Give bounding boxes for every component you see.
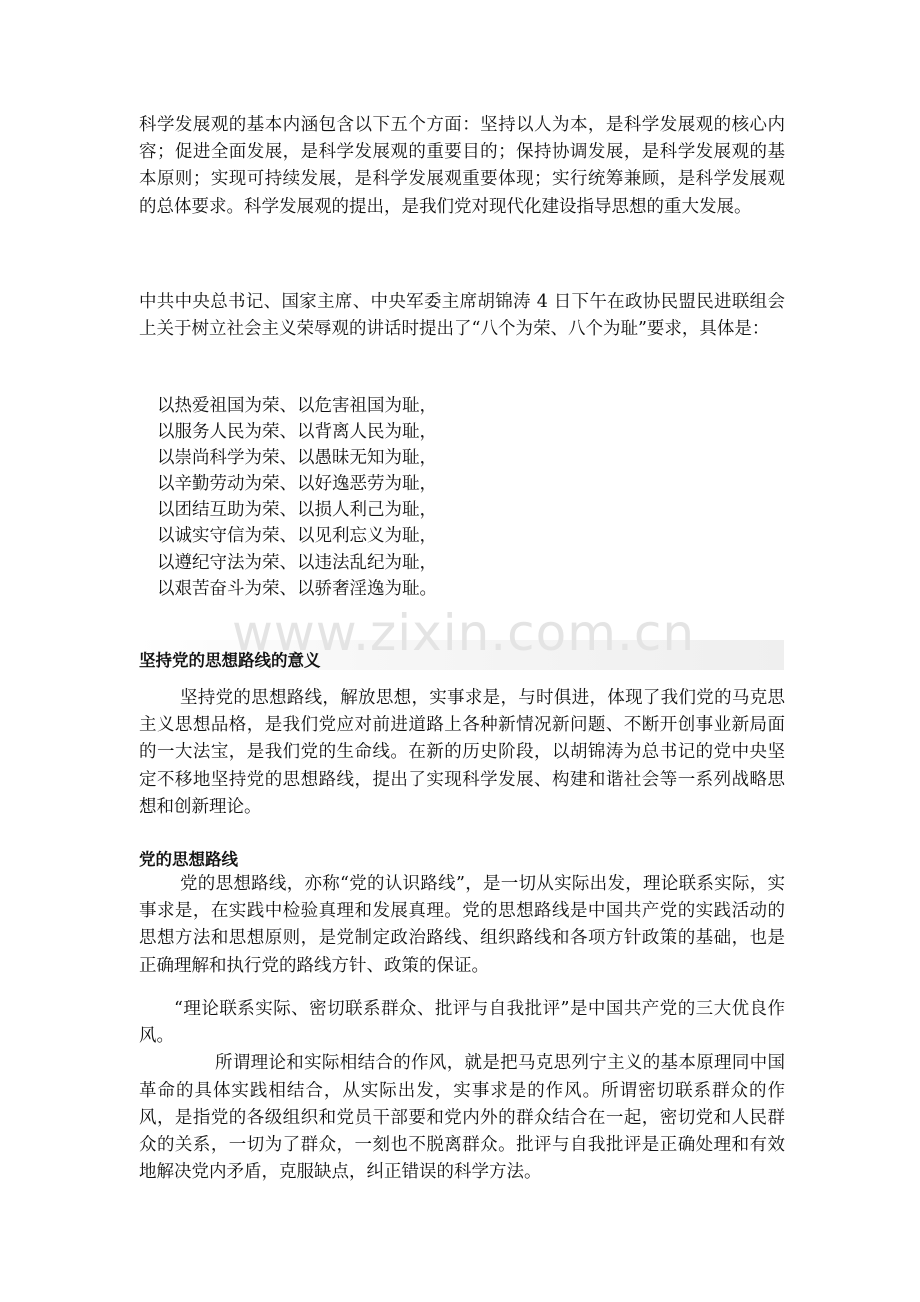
- honors-item: 以遵纪守法为荣、以违法乱纪为耻，: [157, 552, 437, 573]
- paragraph-honor-speech: 中共中央总书记、国家主席、中央军委主席胡锦涛 4 日下午在政协民盟民进联组会上关于树立社会主义荣辱观的讲话时提出了“八个为荣、八个为耻”要求，具体是：: [139, 292, 785, 340]
- honors-item: 以服务人民为荣、以背离人民为耻，: [157, 422, 437, 443]
- watermark: www.zixin.com.cn: [232, 604, 696, 662]
- paragraph-ideological-line: 党的思想路线，亦称“党的认识路线”，是一切从实际出发，理论联系实际，实事求是，在实践中检验真理和发展真理。党的思想路线是中国共产党的实践活动的思想方法和思想原则，是党制定政治路线、组织路线和各项方针政策的基础，也是正确理解和执行党的路线方针、政策的保证。: [139, 874, 785, 976]
- paragraph-three-styles: [139, 996, 785, 1186]
- paragraph-scientific-outlook: 科学发展观的基本内涵包含以下五个方面：坚持以人为本，是科学发展观的核心内容；促进全面发展，是科学发展观的重要目的；保持协调发展，是科学发展观的基本原则；实现可持续发展，是科学发展观重要体现；实行统筹兼顾，是科学发展观的总体要求。科学发展观的提出，是我们党对现代化建设指导思想的重大发展。: [139, 115, 785, 217]
- section-heading-ideological-line: 党的思想路线: [139, 850, 238, 869]
- honors-item: 以热爱祖国为荣、以危害祖国为耻，: [157, 396, 437, 416]
- honors-item: 以辛勤劳动为荣、以好逸恶劳为耻，: [157, 474, 437, 495]
- honors-list: [157, 393, 437, 602]
- paragraph-three-styles-intro: “理论联系实际、密切联系群众、批评与自我批评”是中国共产党的三大优良作风。: [139, 999, 785, 1047]
- section-heading-significance: 坚持党的思想路线的意义: [139, 651, 321, 670]
- honors-item: 以诚实守信为荣、以见利忘义为耻，: [157, 526, 437, 547]
- paragraph-significance: 坚持党的思想路线，解放思想，实事求是，与时俱进，体现了我们党的马克思主义思想品格，是我们党应对前进道路上各种新情况新问题、不断开创事业新局面的一大法宝，是我们党的生命线。在新的历史阶段，以胡锦涛为总书记的党中央坚定不移地坚持党的思想路线，提出了实现科学发展、构建和谐社会等一系列战略思想和创新理论。: [139, 688, 785, 817]
- honors-item: 以崇尚科学为荣、以愚昧无知为耻，: [157, 448, 437, 469]
- honors-item: 以艰苦奋斗为荣、以骄奢淫逸为耻。: [157, 578, 437, 599]
- honors-item: 以团结互助为荣、以损人利己为耻，: [157, 500, 437, 521]
- paragraph-three-styles-detail: 所谓理论和实际相结合的作风，就是把马克思列宁主义的基本原理同中国革命的具体实践相结合，从实际出发，实事求是的作风。所谓密切联系群众的作风，是指党的各级组织和党员干部要和党内外的群众结合在一起，密切党和人民群众的关系，一切为了群众，一刻也不脱离群众。批评与自我批评是正确处理和有效地解决党内矛盾，克服缺点，纠正错误的科学方法。: [139, 1053, 785, 1183]
